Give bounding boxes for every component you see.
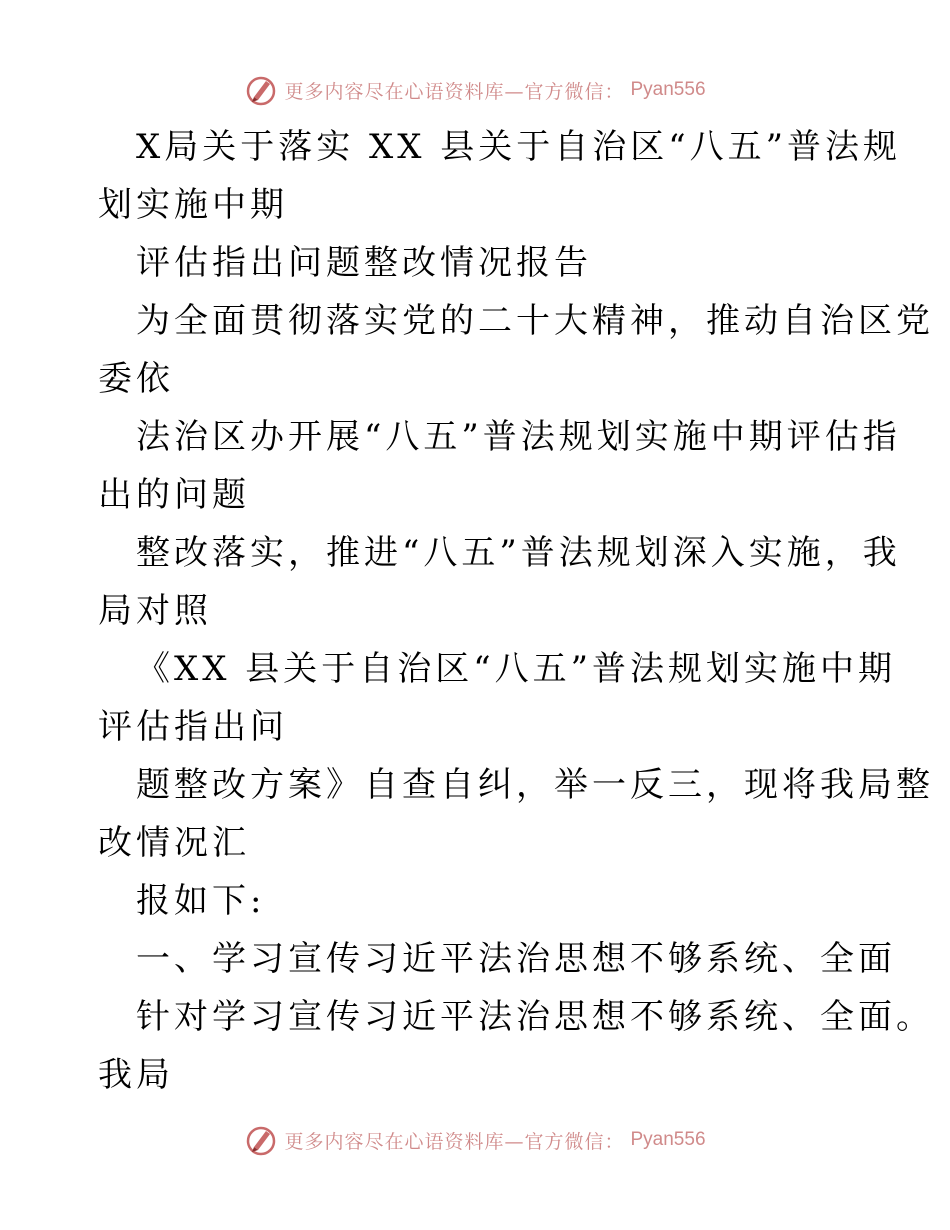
doc-title-line-1: X局关于落实 XX 县关于自治区“八五”普法规 [136,127,901,167]
watermark-text: 更多内容尽在心语资料库—官方微信： [284,80,625,103]
paragraph-line: 题整改方案》自查自纠，举一反三，现将我局整 [136,765,934,805]
paragraph-line: 《XX 县关于自治区“八五”普法规划实施中期 [136,649,896,689]
paragraph-line: 局对照 [98,591,212,631]
paragraph-line: 评估指出问 [98,707,288,747]
section-heading: 一、学习宣传习近平法治思想不够系统、全面 [136,939,896,979]
paragraph-line: 改情况汇 [98,823,250,863]
paragraph-line: 为全面贯彻落实党的二十大精神，推动自治区党 [136,301,934,341]
paragraph-line: 报如下: [136,881,266,921]
watermark-header [0,70,950,110]
watermark-footer [0,1120,950,1160]
doc-subtitle: 评估指出问题整改情况报告 [136,243,592,283]
watermark-text: 更多内容尽在心语资料库—官方微信： [284,1130,625,1153]
paragraph-line: 法治区办开展“八五”普法规划实施中期评估指 [136,417,901,457]
watermark-wechat-id: Pyan556 [630,79,706,100]
paragraph-line: 整改落实，推进“八五”普法规划深入实施，我 [136,533,901,573]
watermark-wechat-id: Pyan556 [630,1129,706,1150]
paragraph-line: 针对学习宣传习近平法治思想不够系统、全面。 [136,997,934,1037]
paragraph-line: 我局 [98,1055,174,1095]
pen-logo-icon [244,73,278,107]
pen-logo-icon [244,1123,278,1157]
paragraph-line: 出的问题 [98,475,250,515]
doc-title-line-2: 划实施中期 [98,185,288,225]
paragraph-line: 委依 [98,359,174,399]
